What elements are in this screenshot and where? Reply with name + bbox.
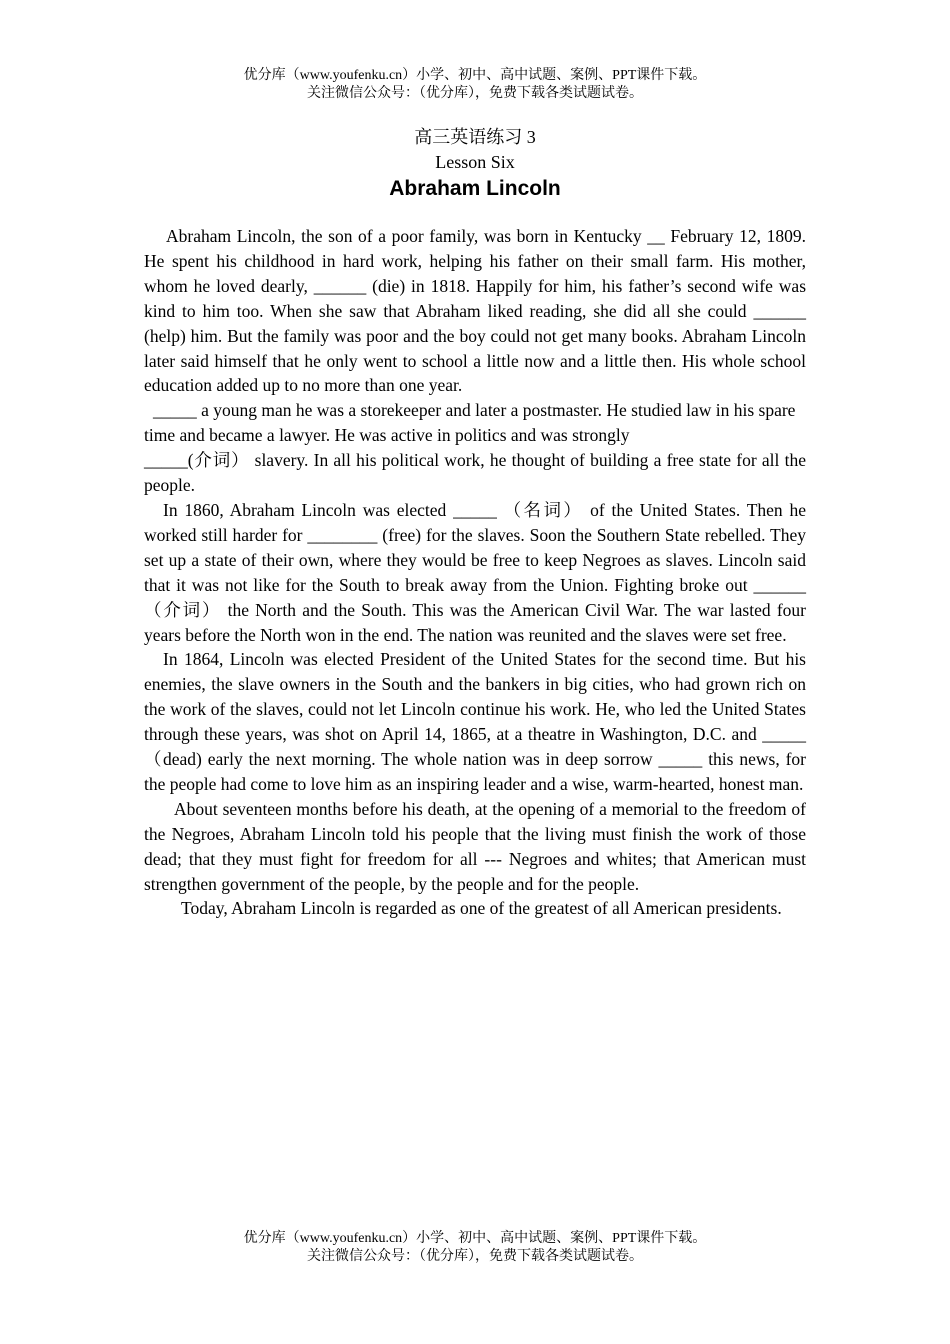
footer-line-2: 关注微信公众号：（优分库），免费下载各类试题试卷。: [307, 1249, 643, 1264]
paragraph-6: Today, Abraham Lincoln is regarded as one of the greatest of all American presidents.: [181, 898, 782, 919]
page-footer: [0, 1230, 950, 1266]
lesson-label: Lesson Six: [435, 152, 515, 172]
footer-line-1: 优分库（www.youfenku.cn）小学、初中、高中试题、案例、PPT课件下载。: [243, 1231, 707, 1246]
document-title: 高三英语练习 3: [414, 127, 536, 147]
page-header: [0, 67, 950, 103]
paragraph-4: In 1864, Lincoln was elected President of the United States for the second time. But his enemies, the slave owners in the South and the bankers in big cities, who had grown rich on the work of the slaves, could not let Lincoln continue his work. He, who led the United States through these years, was shot on April 14, 1865, at a theatre in Washington, D.C. and _____（dead) early the next morning. The whole nation was in deep sorrow _____ this news, for the people had come to love him as an inspiring leader and a wise, warm-hearted, honest man.: [144, 649, 806, 794]
header-line-1: 优分库（www.youfenku.cn）小学、初中、高中试题、案例、PPT课件下载。: [243, 68, 707, 83]
paragraph-5: About seventeen months before his death, at the opening of a memorial to the freedom of the Negroes, Abraham Lincoln told his people that the living must finish the work of those dead; that they must fight for freedom for all --- Negroes and whites; that American must strengthen government of the people, by the people and for the people.: [144, 798, 806, 894]
paragraph-1: Abraham Lincoln, the son of a poor family, was born in Kentucky __ February 12, 1809. He spent his childhood in hard work, helping his father on their small farm. His mother, whom he loved dearly, ______ (die) in 1818. Happily for him, his father’s second wife was kind to him too. When she saw that Abraham liked reading, she did all she could ______ (help) him. But the family was poor and the boy could not get many books. Abraham Lincoln later said himself that he only went to school a little now and a little then. His whole school education added up to no more than one year.: [144, 226, 806, 396]
title-block: [0, 125, 950, 203]
header-line-2: 关注微信公众号：（优分库），免费下载各类试题试卷。: [307, 86, 643, 101]
paragraph-3: In 1860, Abraham Lincoln was elected _____ （名词） of the United States. Then he worked still harder for ________ (free) for the slaves. Soon the Southern State rebelled. They set up a state of their own, where they would be free to keep Negroes as slaves. Lincoln said that it was not like for the South to break away from the Union. Fighting broke out ______ （介词） the North and the South. This was the American Civil War. The war lasted four years before the North won in the end. The nation was reunited and the slaves were set free.: [144, 499, 806, 645]
paragraph-2: _____ a young man he was a storekeeper and later a postmaster. He studied law in his spare time and became a lawyer. He was active in politics and was strongly: [144, 400, 796, 446]
article-title: Abraham Lincoln: [389, 177, 561, 200]
article-body: [144, 224, 806, 921]
paragraph-2-continued: _____(介词） slavery. In all his political work, he thought of building a free state for all the people.: [144, 450, 806, 496]
